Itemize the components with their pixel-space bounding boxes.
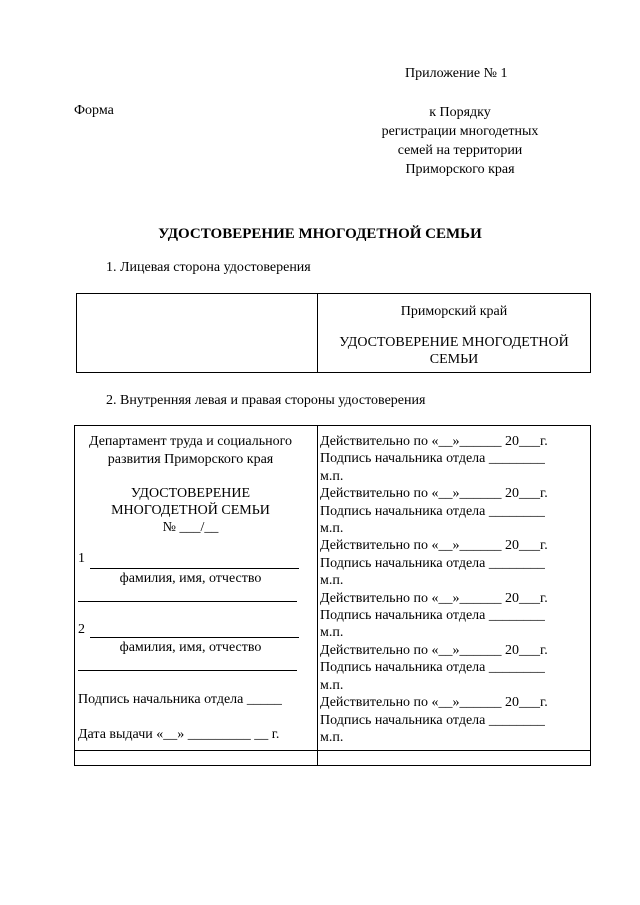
front-region: Приморский край — [400, 304, 508, 319]
validity-line: Действительно по «__»______ 20___г. — [320, 695, 548, 711]
inner-certificate-title — [78, 485, 303, 536]
stamp-place: м.п. — [320, 677, 344, 693]
appendix-line: семей на территории — [397, 143, 523, 158]
signature-line-right: Подпись начальника отдела ________ — [320, 451, 545, 467]
signature-line-right: Подпись начальника отдела ________ — [320, 660, 545, 676]
validity-line: Действительно по «__»______ 20___г. — [320, 434, 548, 449]
signature-line-right: Подпись начальника отдела ________ — [320, 555, 545, 571]
certificate-number: № ___/__ — [162, 520, 219, 535]
inner-cert-line: МНОГОДЕТНОЙ СЕМЬИ — [111, 503, 270, 518]
validity-line: Действительно по «__»______ 20___г. — [320, 642, 548, 658]
inner-divider — [317, 426, 318, 765]
section1-heading: 1. Лицевая сторона удостоверения — [106, 260, 311, 275]
front-certificate-title — [318, 334, 590, 368]
signature-line-right: Подпись начальника отдела ________ — [320, 503, 545, 519]
stamp-place: м.п. — [320, 468, 344, 484]
document-title: УДОСТОВЕРЕНИЕ МНОГОДЕТНОЙ СЕМЬИ — [158, 226, 482, 242]
parent2-name-line-2 — [78, 670, 297, 671]
validity-line: Действительно по «__»______ 20___г. — [320, 538, 548, 554]
inner-cert-line: УДОСТОВЕРЕНИЕ — [130, 486, 251, 501]
validity-line: Действительно по «__»______ 20___г. — [320, 486, 548, 502]
stamp-place: м.п. — [320, 573, 344, 589]
front-side-box — [76, 293, 591, 373]
front-cert-line: СЕМЬИ — [429, 352, 479, 367]
validity-block — [320, 433, 575, 746]
parent1-number: 1 — [78, 551, 85, 566]
appendix-line: регистрации многодетных — [381, 124, 539, 139]
department-name — [78, 433, 303, 469]
department-line: развития Приморского края — [107, 452, 274, 467]
department-line: Департамент труда и социального — [89, 434, 292, 449]
signature-line-right: Подпись начальника отдела ________ — [320, 608, 545, 624]
stamp-place: м.п. — [320, 729, 344, 745]
stamp-place: м.п. — [320, 625, 344, 641]
inner-bottom-line — [75, 750, 590, 751]
parent1-name-line-2 — [78, 601, 297, 602]
issue-date-line: Дата выдачи «__» _________ __ г. — [78, 727, 280, 742]
parent2-name-line — [90, 637, 299, 638]
appendix-line: к Порядку — [429, 105, 491, 120]
parent2-number: 2 — [78, 622, 85, 637]
appendix-title: Приложение № 1 — [405, 66, 508, 81]
parent1-caption: фамилия, имя, отчество — [119, 571, 262, 586]
section2-heading: 2. Внутренняя левая и правая стороны удостоверения — [106, 393, 426, 408]
front-cert-line: УДОСТОВЕРЕНИЕ МНОГОДЕТНОЙ — [339, 335, 569, 350]
signature-line-right: Подпись начальника отдела ________ — [320, 712, 545, 728]
parent1-name-line — [90, 568, 299, 569]
validity-line: Действительно по «__»______ 20___г. — [320, 590, 548, 606]
appendix-reference — [360, 103, 560, 179]
signature-line: Подпись начальника отдела _____ — [78, 692, 282, 707]
parent2-caption: фамилия, имя, отчество — [119, 640, 262, 655]
form-label: Форма — [74, 103, 114, 118]
stamp-place: м.п. — [320, 521, 344, 537]
appendix-line: Приморского края — [405, 162, 515, 177]
